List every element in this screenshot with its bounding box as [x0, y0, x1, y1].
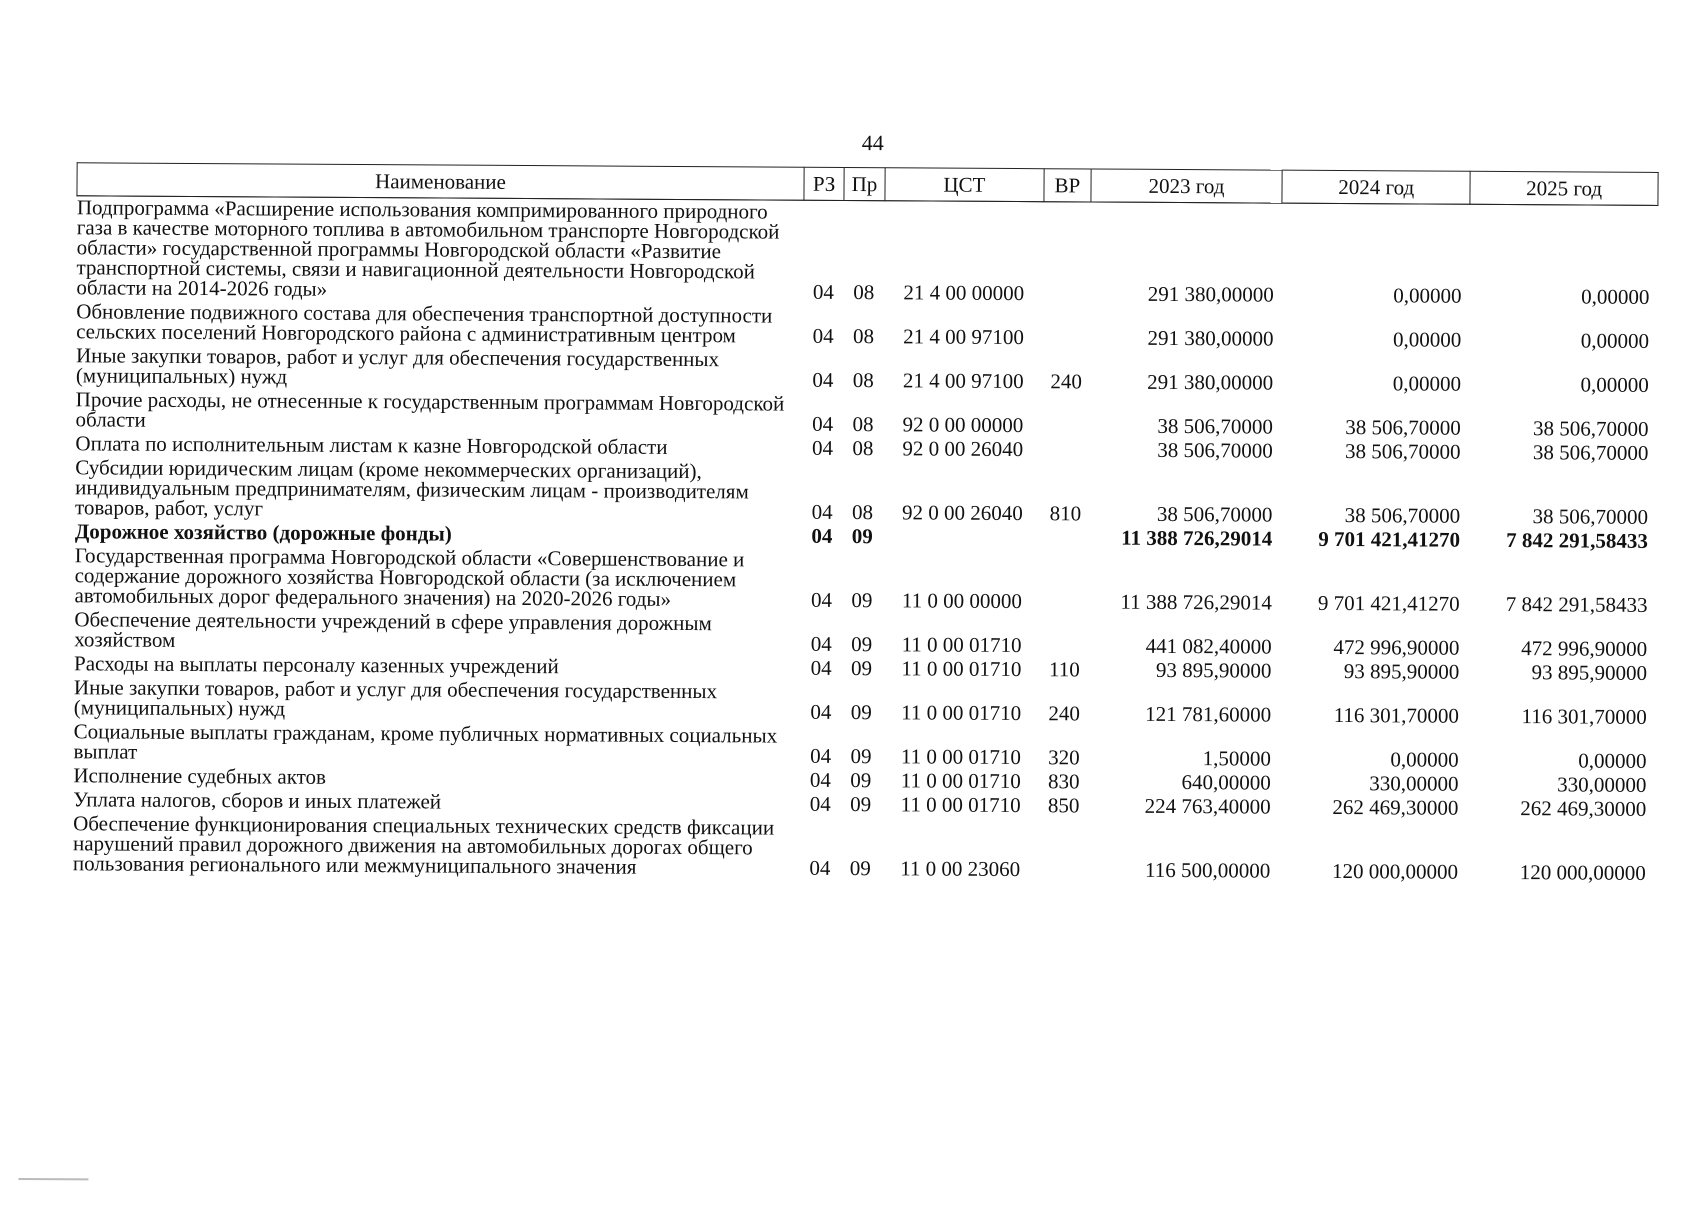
- cell-vr: [1043, 202, 1090, 307]
- cell-cst: 92 0 00 26040: [902, 436, 1024, 462]
- cell-vr: [1041, 614, 1088, 658]
- header-2025: 2025 год: [1470, 171, 1658, 205]
- cell-rz: 04: [811, 499, 833, 524]
- cell-name: Расходы на выплаты персоналу казенных учреждений: [74, 651, 559, 679]
- cell-name: Социальные выплаты гражданам, кроме публичных нормативных социальных выплат: [73, 719, 778, 764]
- cell-name: Субсидии юридическим лицам (кроме некоммерческих организаций), индивидуальным предпринимателям, физическим лицам - производителям товаров, работ, услуг: [74, 455, 749, 521]
- cell-pr: 09: [850, 768, 872, 793]
- cell-cst: 21 4 00 00000: [903, 280, 1025, 306]
- cell-pr: 08: [852, 324, 875, 349]
- cell-2023: 291 380,00000: [1147, 281, 1274, 307]
- cell-vr: 320: [1048, 745, 1080, 770]
- cell-rz: 04: [810, 631, 832, 656]
- cell-2024: 0,00000: [1393, 283, 1462, 308]
- cell-2023: 441 082,40000: [1145, 633, 1272, 659]
- cell-pr: 09: [850, 792, 872, 817]
- cell-2024: 0,00000: [1390, 747, 1459, 772]
- cell-2025: 0,00000: [1580, 328, 1650, 353]
- cell-rz: 04: [811, 523, 833, 548]
- cell-name: Иные закупки товаров, работ и услуг для обеспечения государственных (муниципальных) нужд: [73, 675, 718, 721]
- cell-vr: [1042, 526, 1089, 550]
- cell-rz: 04: [810, 743, 832, 768]
- cell-rz: 04: [812, 411, 834, 436]
- cell-name: Оплата по исполнительным листам к казне Новгородской области: [75, 431, 668, 459]
- cell-2025: 38 506,70000: [1532, 504, 1649, 529]
- cell-vr: 240: [1048, 701, 1080, 726]
- cell-2024: 0,00000: [1392, 327, 1462, 352]
- cell-vr: [1040, 818, 1087, 882]
- cell-2024: 262 469,30000: [1332, 794, 1459, 820]
- cell-vr: 810: [1049, 501, 1082, 526]
- cell-name: Иные закупки товаров, работ и услуг для обеспечения государственных (муниципальных) нужд: [75, 343, 720, 389]
- cell-cst: 21 4 00 97100: [902, 368, 1024, 394]
- cell-name: Государственная программа Новгородской области «Совершенствование и содержание дорожного хозяйства Новгородской области (за исключением автомобильных дорог федерального значения) на 2020-2026 годы»: [74, 543, 745, 611]
- cell-rz: 04: [809, 767, 832, 792]
- cell-pr: 09: [851, 524, 873, 549]
- cell-cst: 11 0 00 01710: [900, 792, 1021, 818]
- cell-rz: 04: [811, 435, 834, 460]
- cell-name: Обеспечение деятельности учреждений в сфере управления дорожным хозяйством: [74, 607, 712, 652]
- cell-cst: 92 0 00 00000: [902, 412, 1024, 438]
- budget-table: [72, 162, 1658, 886]
- cell-name: Обновление подвижного состава для обеспечения транспортной доступности сельских поселений Новгородского района с административным центром: [76, 299, 773, 348]
- cell-2023: 640,00000: [1181, 770, 1271, 795]
- cell-cst: [882, 525, 1042, 550]
- cell-vr: 850: [1047, 793, 1080, 818]
- cell-2024: 330,00000: [1369, 771, 1459, 796]
- cell-2025: 0,00000: [1578, 748, 1647, 773]
- cell-2025: 7 842 291,58433: [1506, 528, 1648, 553]
- cell-2023: 11 388 726,29014: [1121, 525, 1273, 551]
- cell-vr: [1042, 550, 1089, 614]
- cell-2023: 11 388 726,29014: [1120, 589, 1272, 615]
- cell-vr: [1043, 394, 1090, 438]
- cell-cst: 11 0 00 01710: [900, 768, 1021, 794]
- cell-2024: 472 996,90000: [1333, 634, 1460, 660]
- cell-pr: 08: [852, 368, 874, 393]
- cell-2023: 291 380,00000: [1147, 325, 1274, 351]
- scan-artifact: [18, 1178, 88, 1180]
- cell-rz: 04: [809, 791, 831, 816]
- cell-cst: 11 0 00 23060: [900, 856, 1021, 882]
- cell-vr: 830: [1047, 769, 1080, 794]
- cell-2023: 291 380,00000: [1147, 369, 1274, 395]
- cell-name: Прочие расходы, не отнесенные к государственным программам Новгородской области: [75, 387, 785, 432]
- cell-2025: 262 469,30000: [1520, 796, 1647, 821]
- cell-name: Дорожное хозяйство (дорожные фонды): [74, 519, 452, 546]
- cell-pr: 09: [851, 588, 873, 613]
- cell-2025: 116 301,70000: [1521, 704, 1647, 729]
- cell-2023: 116 500,00000: [1144, 857, 1271, 883]
- cell-vr: 240: [1050, 369, 1083, 394]
- cell-2024: 0,00000: [1392, 371, 1462, 396]
- cell-name: Исполнение судебных актов: [73, 763, 327, 789]
- cell-cst: 92 0 00 26040: [901, 500, 1023, 526]
- cell-cst: 11 0 00 01710: [901, 700, 1022, 726]
- cell-rz: 04: [810, 655, 832, 680]
- cell-rz: 04: [812, 279, 835, 304]
- cell-name: Подпрограмма «Расширение использования компримированного природного газа в качестве моторного топлива в автомобильном транспорте Новгородской области» государственной программы Новгородской области «Развитие транспортной системы, связи и навигационной деятельности Новгородской области на 2014-2026 годы»: [76, 195, 780, 301]
- cell-name: Уплата налогов, сборов и иных платежей: [73, 787, 442, 814]
- cell-rz: 04: [812, 367, 834, 392]
- cell-2023: 1,50000: [1202, 746, 1272, 771]
- cell-2024: 9 701 421,41270: [1317, 590, 1460, 616]
- header-vr: ВР: [1044, 169, 1091, 202]
- cell-pr: 08: [852, 436, 874, 461]
- cell-pr: 09: [850, 656, 873, 681]
- cell-cst: 11 0 00 01710: [901, 656, 1022, 682]
- cell-2025: 93 895,90000: [1531, 660, 1648, 685]
- header-name: Наименование: [77, 163, 804, 200]
- header-2024: 2024 год: [1282, 170, 1470, 204]
- cell-vr: [1043, 306, 1090, 350]
- cell-rz: 04: [809, 855, 831, 880]
- table-row: [76, 196, 1658, 310]
- cell-2023: 38 506,70000: [1156, 501, 1273, 527]
- cell-2023: 93 895,90000: [1155, 657, 1272, 683]
- cell-2024: 38 506,70000: [1345, 439, 1461, 464]
- cell-pr: 08: [853, 280, 875, 305]
- cell-cst: 11 0 00 01710: [900, 744, 1021, 770]
- table-row: [73, 812, 1654, 886]
- cell-2025: 330,00000: [1557, 772, 1647, 797]
- cell-2023: 121 781,60000: [1145, 701, 1272, 727]
- cell-cst: 11 0 00 01710: [901, 632, 1022, 658]
- cell-rz: 04: [812, 323, 834, 348]
- cell-name: Обеспечение функционирования специальных технических средств фиксации нарушений правил дорожного движения на автомобильных дорогах общего пользования регионального или межмуниципального значения: [72, 811, 775, 879]
- header-cst: ЦСТ: [885, 168, 1045, 202]
- header-2023: 2023 год: [1091, 169, 1283, 203]
- cell-2025: 120 000,00000: [1519, 860, 1646, 885]
- cell-pr: 08: [851, 500, 874, 525]
- page-number: 44: [861, 130, 884, 156]
- cell-2024: 116 301,70000: [1333, 702, 1460, 728]
- cell-2023: 38 506,70000: [1157, 437, 1273, 463]
- cell-2025: 472 996,90000: [1521, 636, 1648, 661]
- cell-rz: 04: [810, 699, 832, 724]
- cell-vr: 110: [1048, 657, 1080, 682]
- cell-2024: 38 506,70000: [1344, 503, 1461, 528]
- cell-pr: 08: [852, 412, 874, 437]
- cell-2024: 38 506,70000: [1345, 415, 1461, 440]
- header-rz: РЗ: [804, 167, 845, 200]
- cell-2025: 0,00000: [1581, 284, 1650, 309]
- cell-2023: 224 763,40000: [1144, 793, 1271, 819]
- cell-2024: 120 000,00000: [1331, 858, 1459, 884]
- table-row: [74, 544, 1655, 618]
- cell-2023: 38 506,70000: [1157, 413, 1274, 439]
- cell-2025: 38 506,70000: [1532, 416, 1649, 441]
- cell-pr: 09: [851, 632, 873, 657]
- cell-pr: 09: [850, 744, 872, 769]
- cell-cst: 11 0 00 00000: [901, 588, 1022, 614]
- cell-rz: 04: [811, 587, 833, 612]
- cell-2025: 7 842 291,58433: [1505, 592, 1648, 617]
- table-row: [75, 456, 1656, 530]
- cell-vr: [1042, 438, 1089, 462]
- cell-2025: 38 506,70000: [1532, 440, 1649, 465]
- cell-cst: 21 4 00 97100: [903, 324, 1024, 350]
- cell-2024: 9 701 421,41270: [1318, 526, 1461, 552]
- table-body: [73, 196, 1658, 886]
- header-pr: Пр: [844, 167, 885, 200]
- cell-pr: 09: [850, 700, 872, 725]
- cell-pr: 09: [849, 856, 871, 881]
- cell-2024: 93 895,90000: [1343, 659, 1460, 684]
- cell-2025: 0,00000: [1580, 372, 1649, 397]
